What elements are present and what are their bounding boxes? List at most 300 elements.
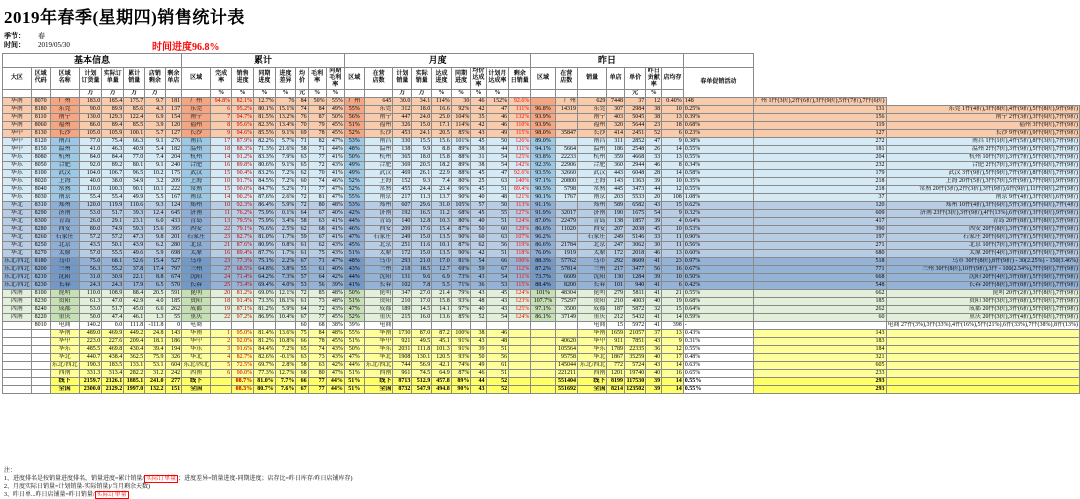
table-cell: 87.0% [531,217,555,225]
table-cell: 87% [451,369,471,377]
table-cell: 43 [486,297,509,305]
unit-header [509,89,531,97]
table-cell: 8.8 [145,273,165,281]
table-cell: 47% [344,305,364,313]
table-cell: 88.3% [232,145,254,153]
table-row [3,321,1080,329]
table-cell: 44% [344,361,364,369]
table-cell: 90.5% [531,185,555,193]
table-cell: 0.59% [683,313,753,321]
table-cell: 57 [471,201,486,209]
table-cell: 2.6% [275,193,296,201]
table-cell: 17.4 [145,265,165,273]
table-cell: 110.0 [79,185,102,193]
table-cell [31,353,50,361]
table-cell [886,369,1079,377]
table-cell: 15 [211,185,232,193]
table-cell: 济南 [50,209,79,217]
table-cell: 北京 [577,241,606,249]
table-cell: 457.8 [432,377,451,385]
table-cell: 武汉 3件(9折),5件(9折),7件(9折),8件(8折),7件(9折) [886,169,1079,177]
table-cell: 9 [662,137,684,145]
table-cell: 89.9 [102,105,124,113]
table-cell: 8060 [31,121,50,129]
table-cell: 杭州 10件(7折),3件(7折),5件(9折),7件(9折) [886,153,1079,161]
table-cell: 132.2 [145,385,165,393]
table-cell: 华北 [3,201,32,209]
table-row [3,273,1080,281]
table-cell: 上海 20件(5折),3件(7折),5件(9折),7件(9折),9件(9折) [886,177,1079,185]
table-cell: 16 [211,249,232,257]
table-row [3,153,1080,161]
table-cell: 广州 [555,97,577,105]
table-cell: 太原 [577,249,606,257]
table-cell: 昆明 [182,289,211,297]
table-cell: 97.1% [531,305,555,313]
table-cell: 6 [211,369,232,377]
table-cell: 86.9% [254,313,276,321]
table-cell: 57814 [555,265,577,273]
table-cell: 兰州 [577,265,606,273]
table-cell: 50 [471,225,486,233]
section-monthly: 月度 [344,54,531,68]
table-cell: 43 [471,289,486,297]
table-cell: -111.8 [145,321,165,329]
table-cell: 1789 [607,345,625,353]
table-cell: 39 [646,217,662,225]
unit-header: % [451,89,471,97]
table-cell: 0.90% [683,233,753,241]
table-cell: 7.9% [275,153,296,161]
table-cell: 96.8% [531,105,555,113]
table-cell: 38 [471,329,486,337]
table-cell: 72.5% [232,361,254,369]
column-header: 剩余 单店 [165,68,182,90]
table-cell: 143 [754,329,886,337]
table-cell [531,337,555,345]
table-cell: 2159.7 [79,377,102,385]
table-cell: 石家庄 [364,233,393,241]
table-cell: 74 [308,177,326,185]
unit-header: % [646,89,662,97]
table-cell: 80.6% [254,161,276,169]
table-cell: 温州 [577,145,606,153]
table-cell: 79% [451,289,471,297]
unit-header [344,89,364,97]
table-cell: 77.0 [124,153,145,161]
table-cell: 22 [211,313,232,321]
table-cell: 51 [486,249,509,257]
table-cell: 66 [486,257,509,265]
table-cell: 5045 [624,113,645,121]
table-cell: 218 [754,177,886,185]
table-cell: 昆明 20件(2折),3件(8折),7件(9折) [886,289,1079,297]
table-cell: 49% [344,161,364,169]
table-cell: 77 [308,377,326,385]
table-cell: 43 [646,201,662,209]
table-cell: 南昌 1件(1折),4件(5折),8件(3折),7件(9折) [886,137,1079,145]
table-cell: 太原 [182,249,211,257]
table-cell: 郑州 10件(4折),3件(6折),5件(3折),5件(6折),7件(4折) [886,201,1079,209]
table-cell: 合肥 [50,161,79,169]
table-cell: 南京 [364,193,393,201]
table-cell: 0.40% [662,97,684,105]
table-cell: 10.8% [275,337,296,345]
table-cell: 0.55% [683,385,753,393]
table-cell: 89.8% [232,161,254,169]
table-cell: 55% [326,97,344,105]
time-line [4,40,70,50]
table-cell: 2451 [624,129,645,137]
column-header: 春单促销活动 [683,68,753,98]
table-cell: 46.1 [124,313,145,321]
table-cell: 13.5 [432,233,451,241]
table-cell: 87.6% [232,241,254,249]
table-cell: 64.9 [432,369,451,377]
table-cell: 8080 [31,153,50,161]
table-cell: 42.9 [124,297,145,305]
table-cell: 210 [393,297,412,305]
table-cell: 961 [393,369,412,377]
table-cell: 福州 [364,121,393,129]
table-cell: 1284 [624,273,645,281]
table-cell: 43.9 [124,241,145,249]
table-cell: 8030 [31,193,50,201]
table-cell: 华北 [577,353,606,361]
table-cell: 南京 [182,193,211,201]
table-cell: 24.0 [412,113,432,121]
table-cell: 19740 [624,369,645,377]
table-cell: 127 [165,129,182,137]
table-cell: 华东 [3,161,32,169]
table-cell [531,385,555,393]
table-cell: 7.2% [275,169,296,177]
table-cell: 1857 [624,217,645,225]
table-cell: 2984 [624,105,645,113]
table-cell: 31.2 [145,369,165,377]
table-cell: 华中 [3,145,32,153]
table-cell: 3062 [624,241,645,249]
table-cell: 2 [211,337,232,345]
table-cell: 64 [296,209,308,217]
table-cell: 31.0 [432,201,451,209]
table-cell: 华北 [3,209,32,217]
table-cell: 548 [754,281,886,289]
unit-header [662,89,684,97]
table-cell: 45% [326,121,344,129]
time-value: 2019/05/30 [38,41,70,49]
table-cell: 0.68% [683,297,753,305]
table-cell: 280 [165,241,182,249]
table-cell: 12 [646,97,662,105]
table-cell: 37 [646,329,662,337]
column-header: 同期 进度 [451,68,471,90]
table-cell: 华北 [50,353,79,361]
table-cell: 沈阳 20件(4折),3件(8折),5件(9折),7件(9折) [886,273,1079,281]
table-cell: 23 [662,257,684,265]
table-cell [509,353,531,361]
table-cell: 东北/西北 [183,362,209,369]
table-cell: 9.1 [145,161,165,169]
table-cell: 82.3% [254,121,276,129]
table-cell: 445 [607,185,625,193]
table-cell: 51.7 [102,305,124,313]
table-cell: 13.7 [432,193,451,201]
table-row [3,329,1080,337]
table-cell: 24.3 [102,281,124,289]
table-cell: 长沙 [577,129,606,137]
table-cell: 92.0 [79,161,102,169]
table-row [3,113,1080,121]
table-cell: 74% [451,361,471,369]
table-cell: 43% [326,345,344,353]
table-cell: 433 [165,217,182,225]
table-row [3,161,1080,169]
table-cell: 74 [308,345,326,353]
table-cell: 921 [393,337,412,345]
table-cell: 92.6% [509,97,531,105]
table-cell: 温州 [364,145,393,153]
table-cell: 14 [662,361,684,369]
table-cell: 52 [486,377,509,385]
table-cell: 沈阳 [364,273,393,281]
section-blank [683,54,753,68]
table-cell: 55.4 [79,193,102,201]
unit-header: 万 [145,89,165,97]
table-cell: 9.1 [145,137,165,145]
table-cell: 64 [308,273,326,281]
table-cell: 0.35% [683,177,753,185]
table-cell: 125% [509,153,531,161]
table-cell [509,321,531,329]
table-cell: 440.7 [79,353,102,361]
table-cell: 23 [211,257,232,265]
table-body [3,97,1080,393]
table-cell: 112% [509,265,531,273]
table-row [3,265,1080,273]
table-cell: 48% [326,201,344,209]
table-cell: 175.7 [124,97,145,105]
table-cell: 73.7% [531,273,555,281]
table-cell: 54 [486,153,509,161]
table-cell [886,353,1079,361]
table-cell: 133.1 [124,361,145,369]
table-cell: 0.64% [683,305,753,313]
table-cell: 沈阳 [577,273,606,281]
table-cell: 15.0 [412,233,432,241]
table-cell: 1.7% [275,233,296,241]
table-cell: 52% [344,129,364,137]
table-cell: 26.1 [412,169,432,177]
table-cell: 217 [607,265,625,273]
table-cell: 37.8 [124,265,145,273]
table-cell: 48 [486,337,509,345]
table-cell: 63 [486,233,509,241]
note-line-3-box: 实际订单量 [96,492,127,499]
table-cell: 6.2 [145,241,165,249]
table-cell: 89.4% [509,185,531,193]
table-cell: 51% [344,249,364,257]
table-cell: 西南 [3,297,32,305]
table-cell: 北京 [50,241,79,249]
table-cell: 6 [662,129,684,137]
table-cell: 电商 [577,321,606,329]
table-cell: 172 [393,249,412,257]
table-cell: 贵阳 [182,297,211,305]
table-cell: 71 [308,145,326,153]
table-cell: 长沙 9件(9折),9件(9折),7件(9折) [886,129,1079,137]
table-cell: 120.0 [79,201,102,209]
table-cell: 2.2% [275,257,296,265]
table-cell: 9 [662,209,684,217]
table-cell: 2300.0 [79,385,102,393]
column-header: 毛利率 [308,68,326,90]
table-cell: 北京 [364,241,393,249]
table-cell: 293 [754,385,886,393]
table-cell: 10 [211,201,232,209]
table-cell: 乌市 [50,257,79,265]
table-cell: 50% [344,153,364,161]
table-cell: 0.58% [683,169,753,177]
table-cell: 414 [607,129,625,137]
table-cell: 7.3% [275,273,296,281]
table-cell: 119 [754,121,886,129]
table-cell: 64 [296,305,308,313]
table-cell: 全国 [182,385,211,393]
table-cell: 91.4% [232,297,254,305]
table-cell [886,377,1079,385]
table-cell: 5.7 [145,129,165,137]
table-cell: 8230 [31,281,50,289]
table-cell: 东北/西北 [4,258,30,265]
table-cell: 90% [451,233,471,241]
table-cell: 89% [451,145,471,153]
unit-header: % [211,89,232,97]
table-cell: 62 [296,169,308,177]
table-cell: 94.7% [232,113,254,121]
table-cell: 22335 [624,345,645,353]
column-header: 达成 进度 [432,68,451,90]
table-cell: 70 [308,169,326,177]
table-cell: 78 [308,337,326,345]
table-cell: 40.9 [124,145,145,153]
table-cell: 91.1% [531,201,555,209]
table-cell: 20800 [555,177,577,185]
table-cell: 4 [211,353,232,361]
table-cell: 589 [607,201,625,209]
table-cell: 321 [754,353,886,361]
table-cell: 43 [471,337,486,345]
table-cell: 7.8 [412,281,432,289]
table-cell: 240 [165,161,182,169]
table-cell [486,321,509,329]
table-cell: 87% [451,241,471,249]
table-row [3,249,1080,257]
table-cell: 华中 [3,129,32,137]
table-cell: 45% [326,313,344,321]
table-cell: 华东 [182,345,211,353]
table-cell: 0.25% [683,105,753,113]
table-cell: 9 [662,337,684,345]
table-cell: 26 [646,145,662,153]
table-cell: 37149 [555,313,577,321]
table-cell: 120 [754,201,886,209]
table-cell: 145044 [555,361,577,369]
table-cell: 44% [326,145,344,153]
table-cell: 57 [296,273,308,281]
table-cell: 15 [662,201,684,209]
table-cell: 46 [646,249,662,257]
table-row [3,177,1080,185]
table-cell: 96% [451,185,471,193]
table-cell: 郑州 [364,201,393,209]
table-cell: 80.1% [254,105,276,113]
table-cell: 185 [165,297,182,305]
table-cell: 87% [451,225,471,233]
table-cell: 58 [296,217,308,225]
table-cell [254,321,276,329]
table-row [3,145,1080,153]
table-cell: 438.4 [102,353,124,361]
unit-header-row [3,89,1080,97]
table-cell: 长春 [50,281,79,289]
table-row [3,313,1080,321]
table-cell: 131 [754,105,886,113]
table-cell: 0.64% [683,217,753,225]
unit-header: % [326,89,344,97]
table-cell [531,353,555,361]
table-cell: 33 [646,153,662,161]
table-cell: 204 [165,153,182,161]
table-cell: 3.8% [275,265,296,273]
table-cell: 27 [211,265,232,273]
table-cell: 13 [662,249,684,257]
table-cell: 全国 [364,385,393,393]
table-cell: 华北 [3,241,32,249]
table-cell: 青岛 [50,217,79,225]
table-cell: 41% [326,225,344,233]
table-cell: 45% [326,337,344,345]
table-cell: 49.6 [124,249,145,257]
table-cell: 76.2% [232,209,254,217]
table-cell: 221211 [555,369,577,377]
table-cell: 56 [486,353,509,361]
table-cell: 2944 [624,161,645,169]
table-cell: 85 [308,289,326,297]
table-cell: 0.53% [683,225,753,233]
table-cell: 5.7% [275,137,296,145]
table-cell: 6609 [555,273,577,281]
table-cell: 111.8 [124,321,145,329]
table-cell: 46 [486,113,509,121]
table-cell: 75297 [555,297,577,305]
table-cell: 武汉 [364,169,393,177]
table-cell: 1.3 [145,313,165,321]
table-cell: 30.9 [102,273,124,281]
table-cell: 9.3 [145,201,165,209]
table-cell: 629 [577,97,606,105]
column-header: 店销 剩余 [145,68,165,90]
table-cell: 227.6 [102,337,124,345]
table-cell: 88.7% [232,377,254,385]
table-cell: 上海 [182,177,211,185]
table-cell: 9.7 [145,97,165,105]
table-cell: 187 [607,305,625,313]
table-cell: 41 [646,321,662,329]
table-cell: 福州 [577,121,606,129]
table-cell: 南宁 [364,113,393,121]
table-cell: 277 [165,377,182,385]
